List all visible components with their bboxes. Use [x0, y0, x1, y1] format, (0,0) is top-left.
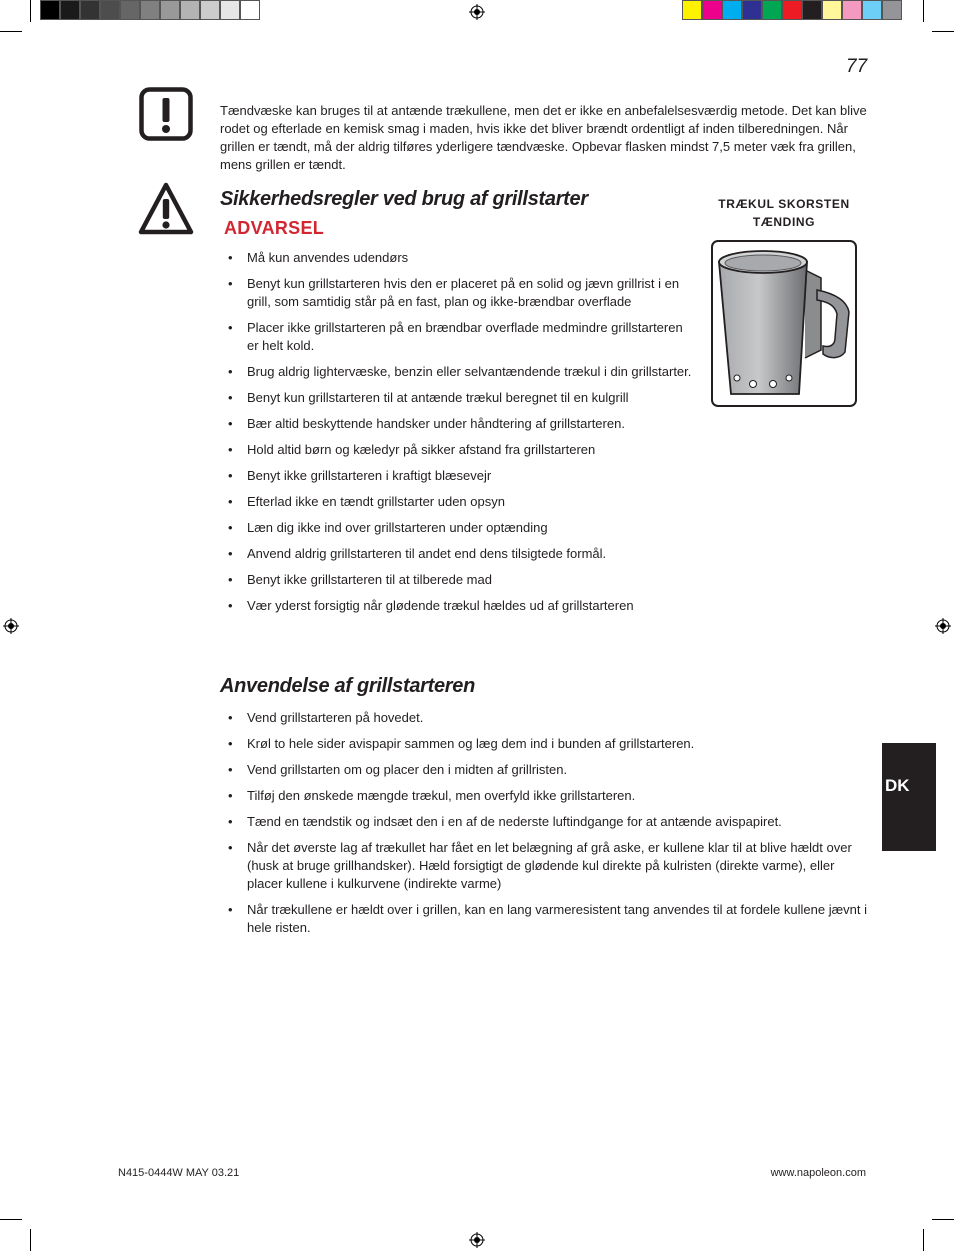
color-swatch [60, 0, 80, 20]
list-item: • Efterlad ikke en tændt grillstarter uden opsyn [220, 493, 695, 511]
intro-paragraph: Tændvæske kan bruges til at antænde trækullene, men det er ikke en anbefalelsesværdig metode. Det kan blive rodet og efterlade en kemisk smag i maden, hvis ikke det bliver brændt ordentligt af inden tilberedningen. Når grillen er tændt, må der aldrig tilføres yderligere tændvæske. Opbevar flasken mindst 7,5 meter væk fra grillen, mens grillen er tændt. [220, 103, 867, 172]
color-swatch [802, 0, 822, 20]
color-swatch [742, 0, 762, 20]
list-item: • Benyt kun grillstarteren hvis den er placeret på en solid og jævn grillrist i en grill, som samtidig står på en fast, plan og ikke-brændbar overflade [220, 275, 695, 311]
crop-mark [932, 31, 954, 32]
crop-mark [932, 1219, 954, 1220]
list-item: • Læn dig ikke ind over grillstarteren under optænding [220, 519, 695, 537]
list-item: • Må kun anvendes udendørs [220, 249, 695, 267]
list-item: • Benyt ikke grillstarteren i kraftigt blæsevejr [220, 467, 695, 485]
crop-mark [0, 1219, 22, 1220]
list-item: • Bær altid beskyttende handsker under håndtering af grillstarteren. [220, 415, 695, 433]
registration-mark-icon [935, 618, 951, 634]
color-swatch [40, 0, 60, 20]
color-swatch [862, 0, 882, 20]
footer-doc-code: N415-0444W MAY 03.21 [118, 1167, 240, 1179]
list-item: • Vær yderst forsigtig når glødende trækul hældes ud af grillstarteren [220, 597, 695, 615]
registration-mark-icon [3, 618, 19, 634]
chimney-starter-figure [711, 240, 857, 407]
warning-triangle-icon [138, 181, 194, 237]
list-item: • Benyt kun grillstarteren til at antænde trækul beregnet til en kulgrill [220, 389, 695, 407]
list-item: • Vend grillstarten om og placer den i midten af grillristen. [220, 761, 870, 779]
list-item: • Krøl to hele sider avispapir sammen og læg dem ind i bunden af grillstarteren. [220, 735, 870, 753]
figure-caption-line2: TÆNDING [752, 215, 816, 229]
list-item: • Benyt ikke grillstarteren til at tilberede mad [220, 571, 695, 589]
list-item: • Når trækullene er hældt over i grillen, kan en lang varmeresistent tang anvendes til at fordele kullene jævnt i hele risten. [220, 901, 870, 937]
color-swatch [80, 0, 100, 20]
list-item: • Tænd en tændstik og indsæt den i en af de nederste luftindgange for at antænde avispapiret. [220, 813, 870, 831]
color-swatch [782, 0, 802, 20]
color-swatch [200, 0, 220, 20]
section-title-safety: Sikkerhedsregler ved brug af grillstarter [220, 188, 588, 210]
registration-mark-icon [469, 1232, 485, 1248]
page-number: 77 [846, 56, 868, 77]
color-swatch [882, 0, 902, 20]
section-title-usage: Anvendelse af grillstarteren [220, 675, 476, 697]
chimney-starter-illustration-icon [713, 242, 854, 404]
warning-label: ADVARSEL [224, 218, 325, 238]
registration-mark-icon [469, 4, 485, 20]
color-swatch [100, 0, 120, 20]
color-swatch [160, 0, 180, 20]
exclamation-square-icon [139, 87, 193, 141]
color-swatch [762, 0, 782, 20]
list-item: • Hold altid børn og kæledyr på sikker afstand fra grillstarteren [220, 441, 695, 459]
safety-list [220, 249, 695, 623]
list-item: • Vend grillstarteren på hovedet. [220, 709, 870, 727]
color-swatch [120, 0, 140, 20]
language-tab-label: DK [885, 776, 910, 795]
color-swatch [822, 0, 842, 20]
figure-caption [712, 195, 856, 231]
gray-calibration-bar [40, 0, 260, 22]
color-swatch [722, 0, 742, 20]
list-item: • Placer ikke grillstarteren på en brændbar overflade medmindre grillstarteren er helt kold. [220, 319, 695, 355]
language-tab [882, 743, 936, 851]
crop-mark [923, 1229, 924, 1251]
color-swatch [220, 0, 240, 20]
color-swatch [842, 0, 862, 20]
figure-caption-line1: TRÆKUL SKORSTEN [718, 197, 850, 211]
color-swatch [682, 0, 702, 20]
crop-mark [923, 0, 924, 22]
list-item: • Tilføj den ønskede mængde trækul, men overfyld ikke grillstarteren. [220, 787, 870, 805]
footer-website: www.napoleon.com [770, 1167, 866, 1179]
list-item: • Når det øverste lag af trækullet har fået en let belægning af grå aske, er kullene klar til at blive hældt over (husk at bruge grillhandsker). Hæld forsigtigt de glødende kul direkte på kulristen (direkte varme), eller placer kullene i kulkurvene (indirekte varme) [220, 839, 870, 893]
crop-mark [30, 0, 31, 22]
usage-list [220, 709, 870, 945]
color-swatch [180, 0, 200, 20]
crop-mark [30, 1229, 31, 1251]
color-calibration-bar [682, 0, 902, 22]
color-swatch [702, 0, 722, 20]
color-swatch [240, 0, 260, 20]
color-swatch [140, 0, 160, 20]
list-item: • Brug aldrig lightervæske, benzin eller selvantændende trækul i din grillstarter. [220, 363, 695, 381]
list-item: • Anvend aldrig grillstarteren til andet end dens tilsigtede formål. [220, 545, 695, 563]
crop-mark [0, 31, 22, 32]
